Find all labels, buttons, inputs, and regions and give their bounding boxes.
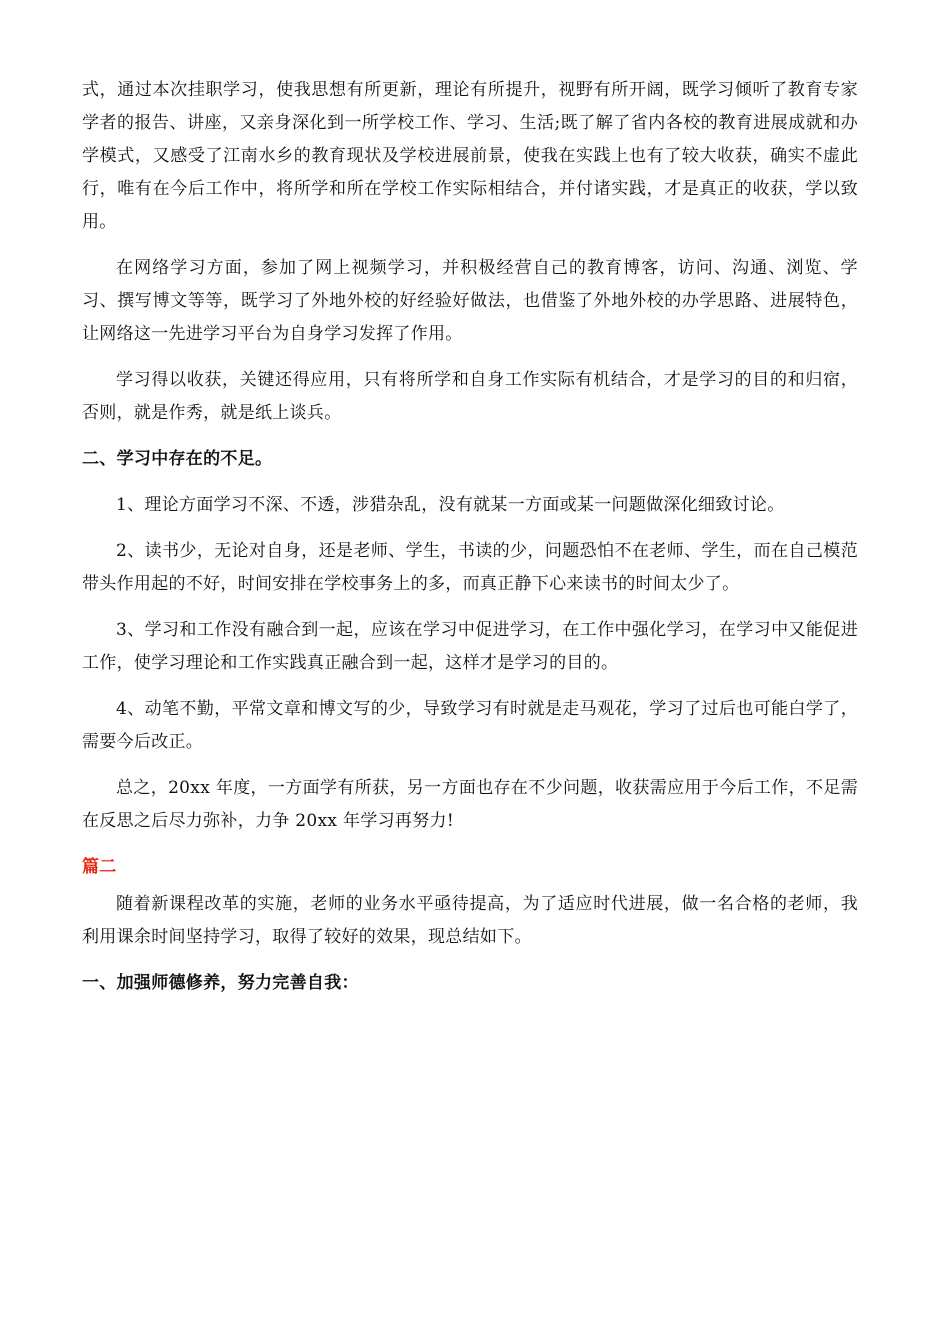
shortcoming-item-4: 4、动笔不勤，平常文章和博文写的少，导致学习有时就是走马观花，学习了过后也可能白学了，需要今后改正。 [82, 699, 858, 752]
paragraph-apply-learning: 学习得以收获，关键还得应用，只有将所学和自身工作实际有机结合，才是学习的目的和归宿，否则，就是作秀，就是纸上谈兵。 [82, 370, 858, 423]
paragraph-study-summary: 式，通过本次挂职学习，使我思想有所更新，理论有所提升，视野有所开阔，既学习倾听了教育专家学者的报告、讲座，又亲身深化到一所学校工作、学习、生活;既了解了省内各校的教育进展成就和办学模式，又感受了江南水乡的教育现状及学校进展前景，使我在实践上也有了较大收获，确实不虚此行，唯有在今后工作中，将所学和所在学校工作实际相结合，并付诸实践，才是真正的收获，学以致用。 [82, 80, 858, 232]
shortcoming-item-3: 3、学习和工作没有融合到一起，应该在学习中促进学习，在工作中强化学习，在学习中又能促进工作，使学习理论和工作实践真正融合到一起，这样才是学习的目的。 [82, 620, 858, 673]
paragraph-online-learning: 在网络学习方面，参加了网上视频学习，并积极经营自己的教育博客，访问、沟通、浏览、学习、撰写博文等等，既学习了外地外校的好经验好做法，也借鉴了外地外校的办学思路、进展特色，让网络这一先进学习平台为自身学习发挥了作用。 [82, 258, 858, 344]
document-page [82, 74, 858, 1013]
heading-shortcomings: 二、学习中存在的不足。 [82, 449, 273, 469]
shortcoming-item-2: 2、读书少，无论对自身，还是老师、学生，书读的少，问题恐怕不在老师、学生，而在自己模范带头作用起的不好，时间安排在学校事务上的多，而真正静下心来读书的时间太少了。 [82, 541, 858, 594]
paragraph-conclusion: 总之，20xx 年度，一方面学有所获，另一方面也存在不少问题，收获需应用于今后工作，不足需在反思之后尽力弥补，力争 20xx 年学习再努力! [82, 778, 858, 831]
heading-ethics: 一、加强师德修养，努力完善自我： [82, 973, 359, 993]
section-title-part2: 篇二 [82, 857, 117, 877]
paragraph-part2-intro: 随着新课程改革的实施，老师的业务水平亟待提高，为了适应时代进展，做一名合格的老师，我利用课余时间坚持学习，取得了较好的效果，现总结如下。 [82, 894, 858, 947]
shortcoming-item-1: 1、理论方面学习不深、不透，涉猎杂乱，没有就某一方面或某一问题做深化细致讨论。 [116, 495, 785, 515]
